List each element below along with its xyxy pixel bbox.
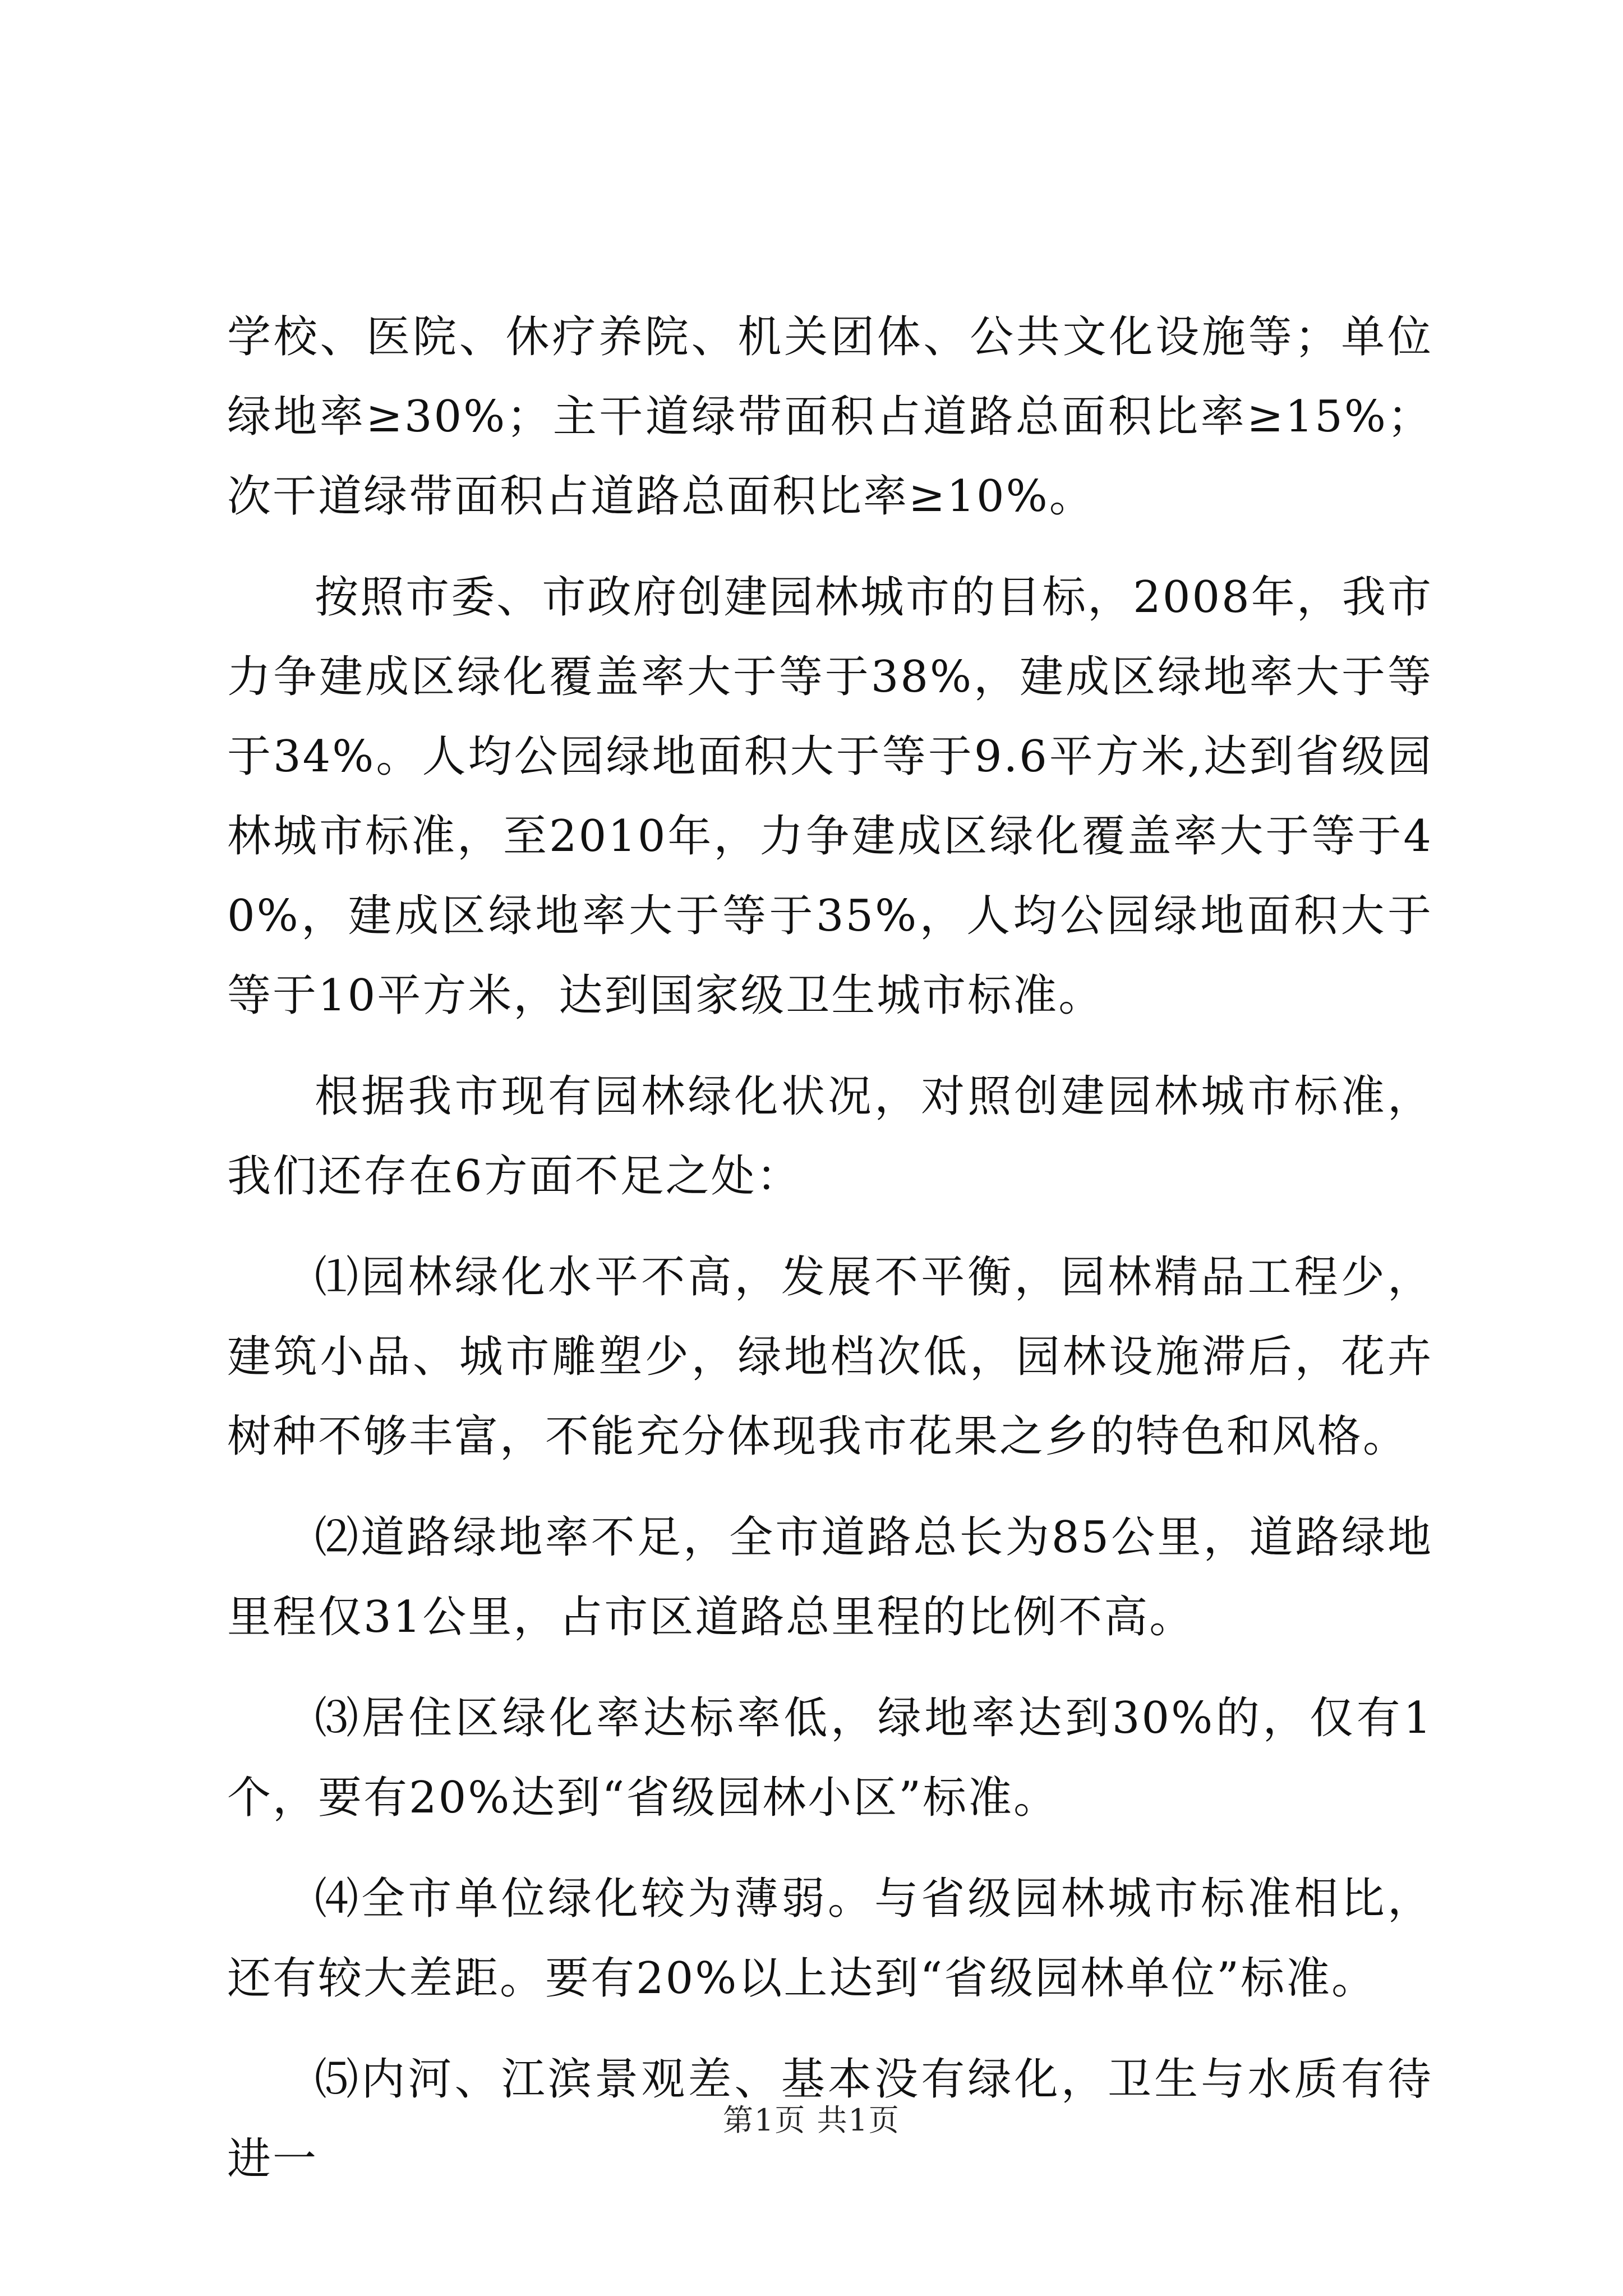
paragraph-item-1: ⑴园林绿化水平不高，发展不平衡，园林精品工程少，建筑小品、城市雕塑少，绿地档次低，园林设施滞后，花卉树种不够丰富，不能充分体现我市花果之乡的特色和风格。	[227, 1252, 1433, 1462]
paragraph-item-3: ⑶居住区绿化率达标率低，绿地率达到30%的，仅有1个，要有20%达到“省级园林小区”标准。	[227, 1693, 1433, 1823]
paragraph-item-2: ⑵道路绿地率不足，全市道路总长为85公里，道路绿地里程仅31公里，占市区道路总里程的比例不高。	[227, 1512, 1433, 1642]
paragraph-shortcomings-intro: 根据我市现有园林绿化状况，对照创建园林城市标准，我们还存在6方面不足之处：	[227, 1071, 1433, 1202]
paragraph-item-4: ⑷全市单位绿化较为薄弱。与省级园林城市标准相比，还有较大差距。要有20%以上达到“省级园林单位”标准。	[227, 1874, 1433, 2004]
paragraph-targets: 按照市委、市政府创建园林城市的目标，2008年，我市力争建成区绿化覆盖率大于等于38%，建成区绿地率大于等于34%。人均公园绿地面积大于等于9.6平方米,达到省级园林城市标准，至2010年，力争建成区绿化覆盖率大于等于40%，建成区绿地率大于等于35%，人均公园绿地面积大于等于10平方米，达到国家级卫生城市标准。	[227, 572, 1433, 1021]
page-number-footer: 第1页 共1页	[723, 2102, 900, 2138]
document-body	[227, 297, 1433, 2220]
paragraph-continuation: 学校、医院、休疗养院、机关团体、公共文化设施等；单位绿地率≥30%；主干道绿带面积占道路总面积比率≥15%；次干道绿带面积占道路总面积比率≥10%。	[227, 312, 1433, 522]
paragraph-item-5: ⑸内河、江滨景观差、基本没有绿化，卫生与水质有待进一	[227, 2054, 1433, 2184]
